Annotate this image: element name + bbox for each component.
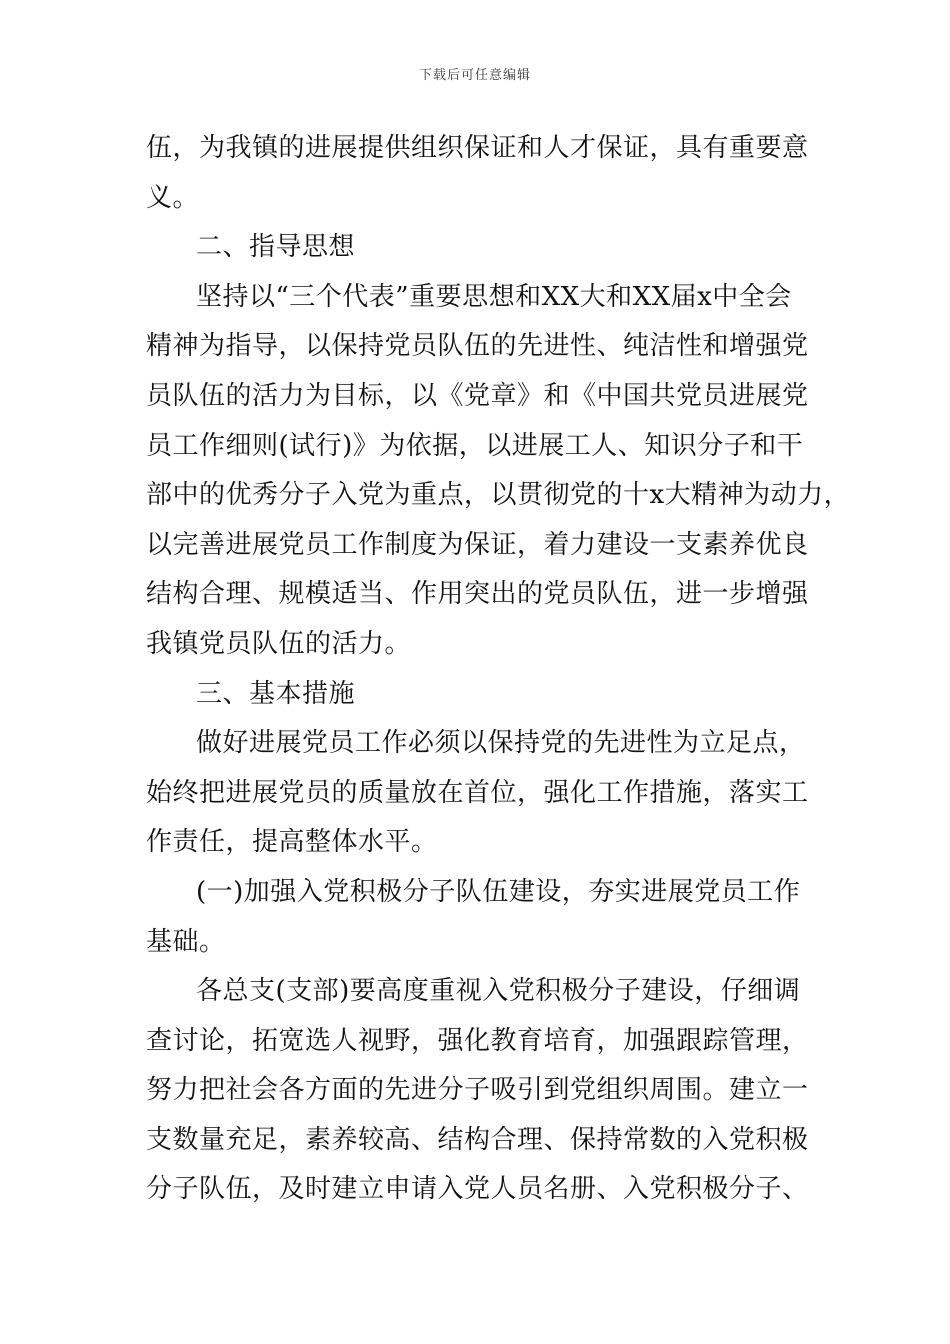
text-line: 部中的优秀分子入党为重点，以贯彻党的十x大精神为动力，: [146, 480, 851, 511]
section-heading: 三、基本措施: [196, 678, 356, 709]
page-header: 下载后可任意编辑: [418, 68, 531, 83]
text-line: 员工作细则(试行)》为依据，以进展工人、知识分子和干: [146, 430, 804, 461]
subsection-heading: (一)加强入党积极分子队伍建设，夯实进展党员工作: [196, 876, 801, 907]
text-line: 坚持以“三个代表”重要思想和XX大和XX届x中全会: [196, 281, 792, 312]
text-line: 始终把进展党员的质量放在首位，强化工作措施，落实工: [146, 777, 809, 808]
section-heading: 二、指导思想: [196, 232, 356, 263]
text-line: 做好进展党员工作必须以保持党的先进性为立足点，: [196, 728, 806, 759]
document-body: [146, 124, 851, 1215]
text-line: 伍，为我镇的进展提供组织保证和人才保证，具有重要意: [146, 133, 809, 163]
text-line: 努力把社会各方面的先进分子吸引到党组织周围。建立一: [146, 1075, 809, 1106]
text-line: 查讨论，拓宽选人视野，强化教育培育，加强跟踪管理，: [146, 1025, 809, 1056]
text-line: 支数量充足，素养较高、结构合理、保持常数的入党积极: [146, 1124, 809, 1155]
text-line: 我镇党员队伍的活力。: [146, 628, 412, 659]
text-line: 精神为指导，以保持党员队伍的先进性、纯洁性和增强党: [146, 331, 809, 362]
text-line: 各总支(支部)要高度重视入党积极分子建设，仔细调: [196, 976, 801, 1007]
text-line: 以完善进展党员工作制度为保证，着力建设一支素养优良: [146, 529, 809, 560]
text-line: 义。: [146, 182, 200, 213]
text-line: 分子队伍，及时建立申请入党人员名册、入党积极分子、: [146, 1174, 809, 1205]
text-line: 结构合理、规模适当、作用突出的党员队伍，进一步增强: [146, 579, 809, 610]
text-line: 基础。: [146, 926, 226, 957]
text-line: 作责任，提高整体水平。: [146, 827, 438, 858]
text-line: 员队伍的活力为目标，以《党章》和《中国共党员进展党: [146, 380, 809, 411]
